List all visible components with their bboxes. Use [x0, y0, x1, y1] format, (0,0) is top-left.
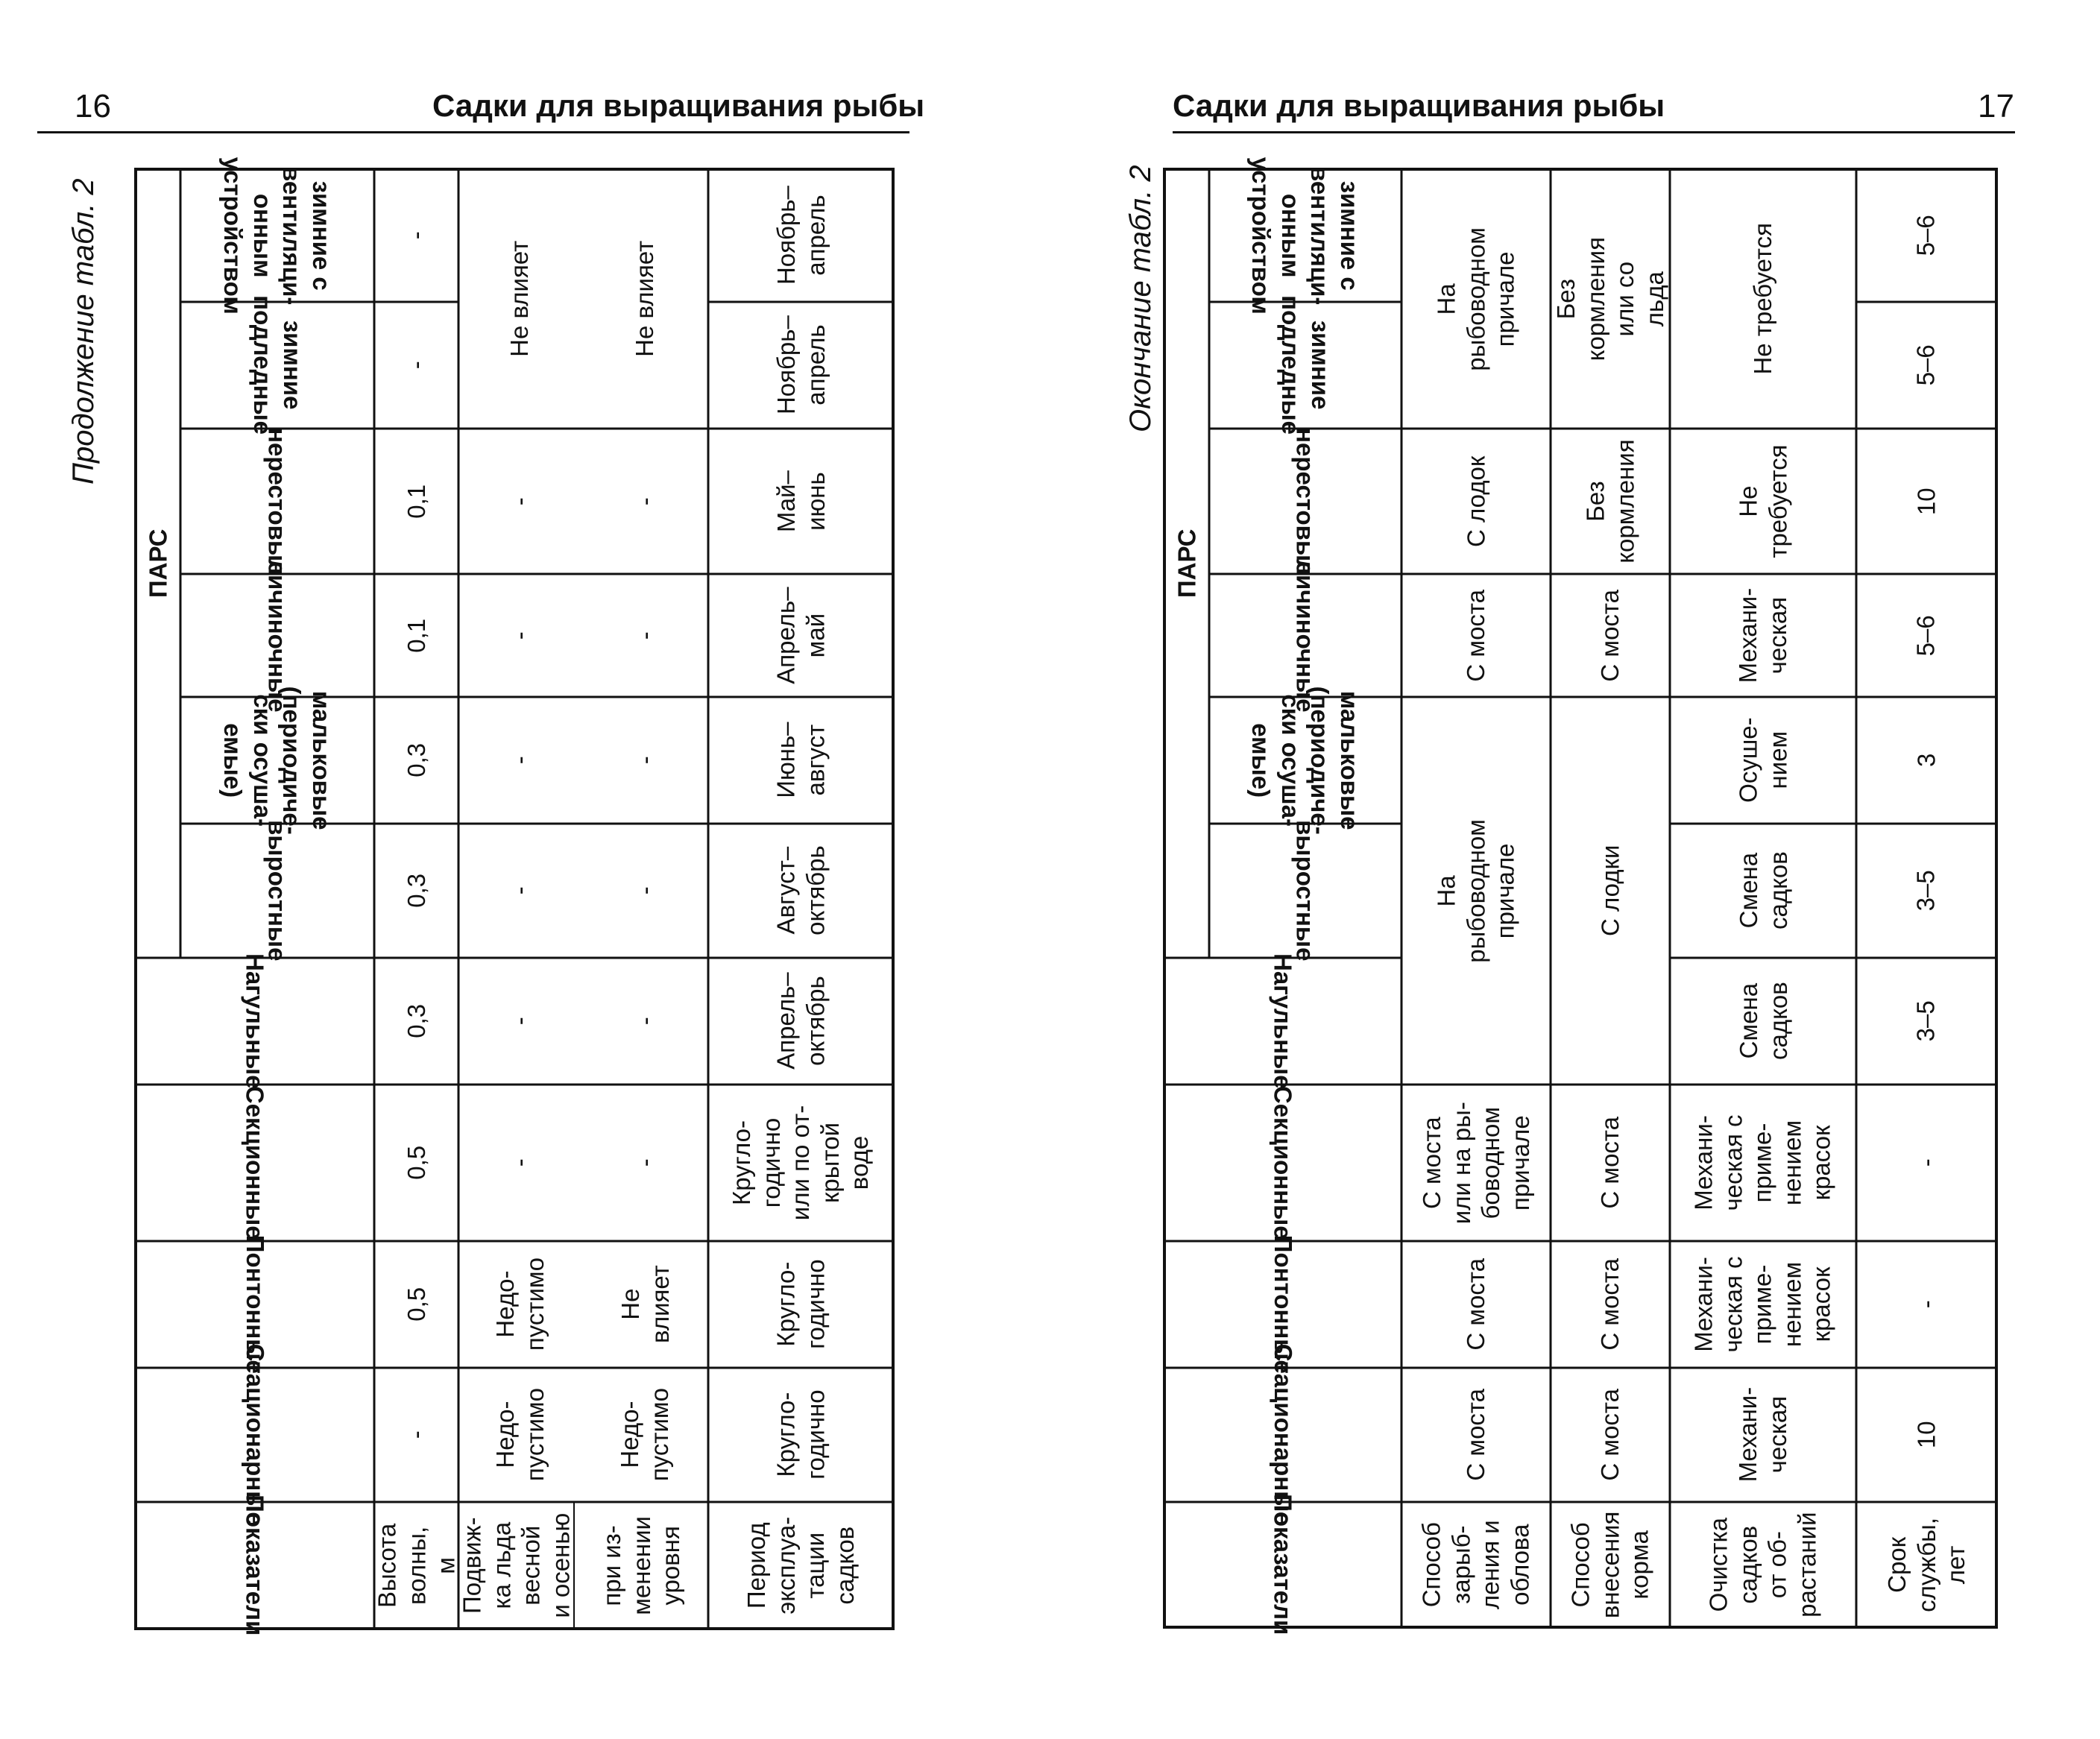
table-cell: С лодки: [1596, 845, 1624, 937]
row-label: Срок службы, лет: [1882, 1517, 1970, 1612]
table-cell: 10: [1912, 487, 1940, 515]
header-zimnie-vent: зимние с вентиляци- онным устройством: [219, 157, 336, 315]
table-cell: -: [1912, 1158, 1940, 1167]
table-cell: Ноябрь– апрель: [772, 186, 829, 285]
table-caption: Окончание табл. 2: [1124, 165, 1157, 432]
row-label: Подвиж- ка льда весной и осенью: [458, 1512, 575, 1618]
header-rule: [37, 131, 909, 133]
table-cell: На рыбоводном причале: [1432, 227, 1519, 371]
table-cell: Апрель– октябрь: [772, 972, 829, 1070]
table-cell: -: [631, 631, 659, 640]
header-sektsionnye: Секционные: [1269, 1086, 1297, 1240]
table-caption: Продолжение табл. 2: [67, 178, 100, 485]
table-cell: Апрель– май: [772, 587, 829, 684]
table-cell: Ноябрь– апрель: [772, 315, 829, 415]
header-vyrostnye: выростные: [1291, 820, 1319, 962]
table-cell: Механи- ческая с приме- нением красок: [1690, 1114, 1836, 1211]
row-label: Высота волны, м: [373, 1523, 460, 1608]
table-cell: Осуше- нием: [1734, 717, 1791, 804]
row-label: Способ внесения корма: [1566, 1511, 1653, 1618]
table-cell: 10: [1912, 1421, 1940, 1449]
table-cell: -: [631, 756, 659, 765]
header-statsionarnye: Стационарные: [1269, 1344, 1297, 1526]
table-cell: Смена садков: [1734, 851, 1791, 930]
right-page: [1050, 0, 2100, 1739]
table-cell: -: [505, 631, 534, 640]
table-cell: 0,3: [402, 874, 430, 908]
header-malkovye: мальковые (периодиче- ски осуша- емые): [219, 686, 336, 835]
header-lichinochnye: личиночные: [1291, 558, 1319, 713]
table-cell: -: [402, 231, 430, 240]
header-lichinochnye: личиночные: [263, 558, 291, 713]
table-cell: Август– октябрь: [772, 845, 829, 936]
row-label: при из- менении уровня: [597, 1515, 684, 1615]
table-cell: Недо- пустимо: [616, 1388, 673, 1482]
table-cell: 0,1: [402, 618, 430, 653]
table-cell: С моста: [1596, 589, 1624, 682]
row-label: Очистка садков от об- растаний: [1704, 1512, 1821, 1618]
table-cell: Не влияет: [616, 1265, 673, 1344]
running-head: Садки для выращивания рыбы: [1173, 88, 1665, 123]
page-number: 17: [1978, 88, 2014, 124]
table-cell: 0,3: [402, 743, 430, 777]
table-cell: 5–6: [1912, 344, 1940, 386]
table-cell: С лодок: [1462, 455, 1490, 547]
table-cell: На рыбоводном причале: [1432, 818, 1519, 963]
table-cell: Не требуется: [1749, 223, 1777, 375]
table-cell: 5–6: [1912, 614, 1940, 657]
header-zimnie-podlednye: зимние подледные: [1277, 295, 1334, 435]
table-cell: -: [631, 886, 659, 895]
header-zimnie-podlednye: зимние подледные: [249, 295, 306, 435]
header-rule: [1173, 131, 2015, 133]
table-cell: Кругло- годично или по от- крытой воде: [728, 1105, 874, 1221]
table-cell: 3: [1912, 753, 1940, 768]
table-cell: Кругло- годично: [772, 1259, 829, 1350]
table-cell: -: [505, 886, 534, 895]
table-cell: -: [505, 756, 534, 765]
table-cell: -: [505, 1017, 534, 1026]
table-cell: -: [631, 1017, 659, 1026]
page-number: 16: [75, 88, 111, 124]
table-cell: 5–6: [1912, 215, 1940, 256]
table-cell: 0,3: [402, 1004, 430, 1038]
data-table: [1163, 157, 1998, 1635]
table-cell: С моста: [1462, 1258, 1490, 1351]
header-malkovye: мальковые (периодиче- ски осуша- емые): [1247, 686, 1364, 835]
table-cell: -: [631, 497, 659, 505]
data-table: [134, 157, 895, 1636]
table-cell: 0,5: [402, 1287, 430, 1322]
header-pokazateli: Показатели: [1269, 1494, 1297, 1635]
table-cell: Смена садков: [1734, 982, 1791, 1061]
table-cell: Не требуется: [1734, 444, 1791, 558]
table-cell: Не влияет: [505, 240, 534, 358]
header-pokazateli: Показатели: [241, 1495, 269, 1636]
table-cell: С моста: [1596, 1258, 1624, 1351]
table-cell: Без кормления: [1581, 439, 1639, 564]
header-pontonnye: Понтонные: [1269, 1234, 1297, 1375]
header-zimnie-vent: зимние с вентиляци- онным устройством: [1247, 157, 1364, 315]
table-cell: -: [1912, 1300, 1940, 1309]
table-cell: -: [631, 1158, 659, 1167]
table-cell: -: [505, 497, 534, 505]
table-cell: 0,5: [402, 1146, 430, 1180]
table-cell: Кругло- годично: [772, 1389, 829, 1480]
header-pars: ПАРС: [144, 528, 172, 599]
header-sektsionnye: Секционные: [241, 1086, 269, 1240]
table-cell: Механи- ческая: [1734, 587, 1791, 684]
table-cell: Май– июнь: [772, 470, 829, 532]
table-cell: С моста: [1462, 1389, 1490, 1481]
header-nagulnye: Нагульные: [241, 953, 269, 1089]
row-label: Период эксплуа- тации садков: [742, 1516, 859, 1615]
table-cell: 0,1: [402, 484, 430, 519]
table-cell: Без кормления или со льда: [1551, 236, 1668, 362]
table-cell: Недо- пустимо: [491, 1257, 549, 1351]
header-nagulnye: Нагульные: [1269, 953, 1297, 1089]
header-nerestovye: нерестовые: [1291, 427, 1319, 575]
table-cell: Механи- ческая: [1734, 1387, 1791, 1483]
table-cell: С моста: [1596, 1389, 1624, 1481]
table-cell: Не влияет: [631, 240, 659, 358]
table-cell: Механи- ческая с приме- нением красок: [1690, 1256, 1836, 1353]
header-pontonnye: Понтонные: [241, 1234, 269, 1375]
table-cell: С моста: [1462, 589, 1490, 682]
header-statsionarnye: Стационарные: [241, 1344, 269, 1526]
table-cell: -: [505, 1158, 534, 1167]
header-vyrostnye: выростные: [263, 820, 291, 962]
header-nerestovye: нерестовые: [263, 427, 291, 575]
table-cell: С моста или на ры- боводном причале: [1417, 1101, 1534, 1225]
running-head: Садки для выращивания рыбы: [432, 88, 925, 123]
table-cell: Июнь– август: [772, 722, 829, 799]
table-cell: 3–5: [1912, 870, 1940, 912]
row-label: Способ зарыб- ления и облова: [1417, 1520, 1534, 1609]
table-cell: Недо- пустимо: [491, 1388, 549, 1482]
table-cell: 3–5: [1912, 1000, 1940, 1042]
table-cell: -: [402, 361, 430, 370]
table-cell: -: [402, 1430, 430, 1439]
header-pars: ПАРС: [1173, 528, 1201, 599]
table-cell: С моста: [1596, 1117, 1624, 1209]
